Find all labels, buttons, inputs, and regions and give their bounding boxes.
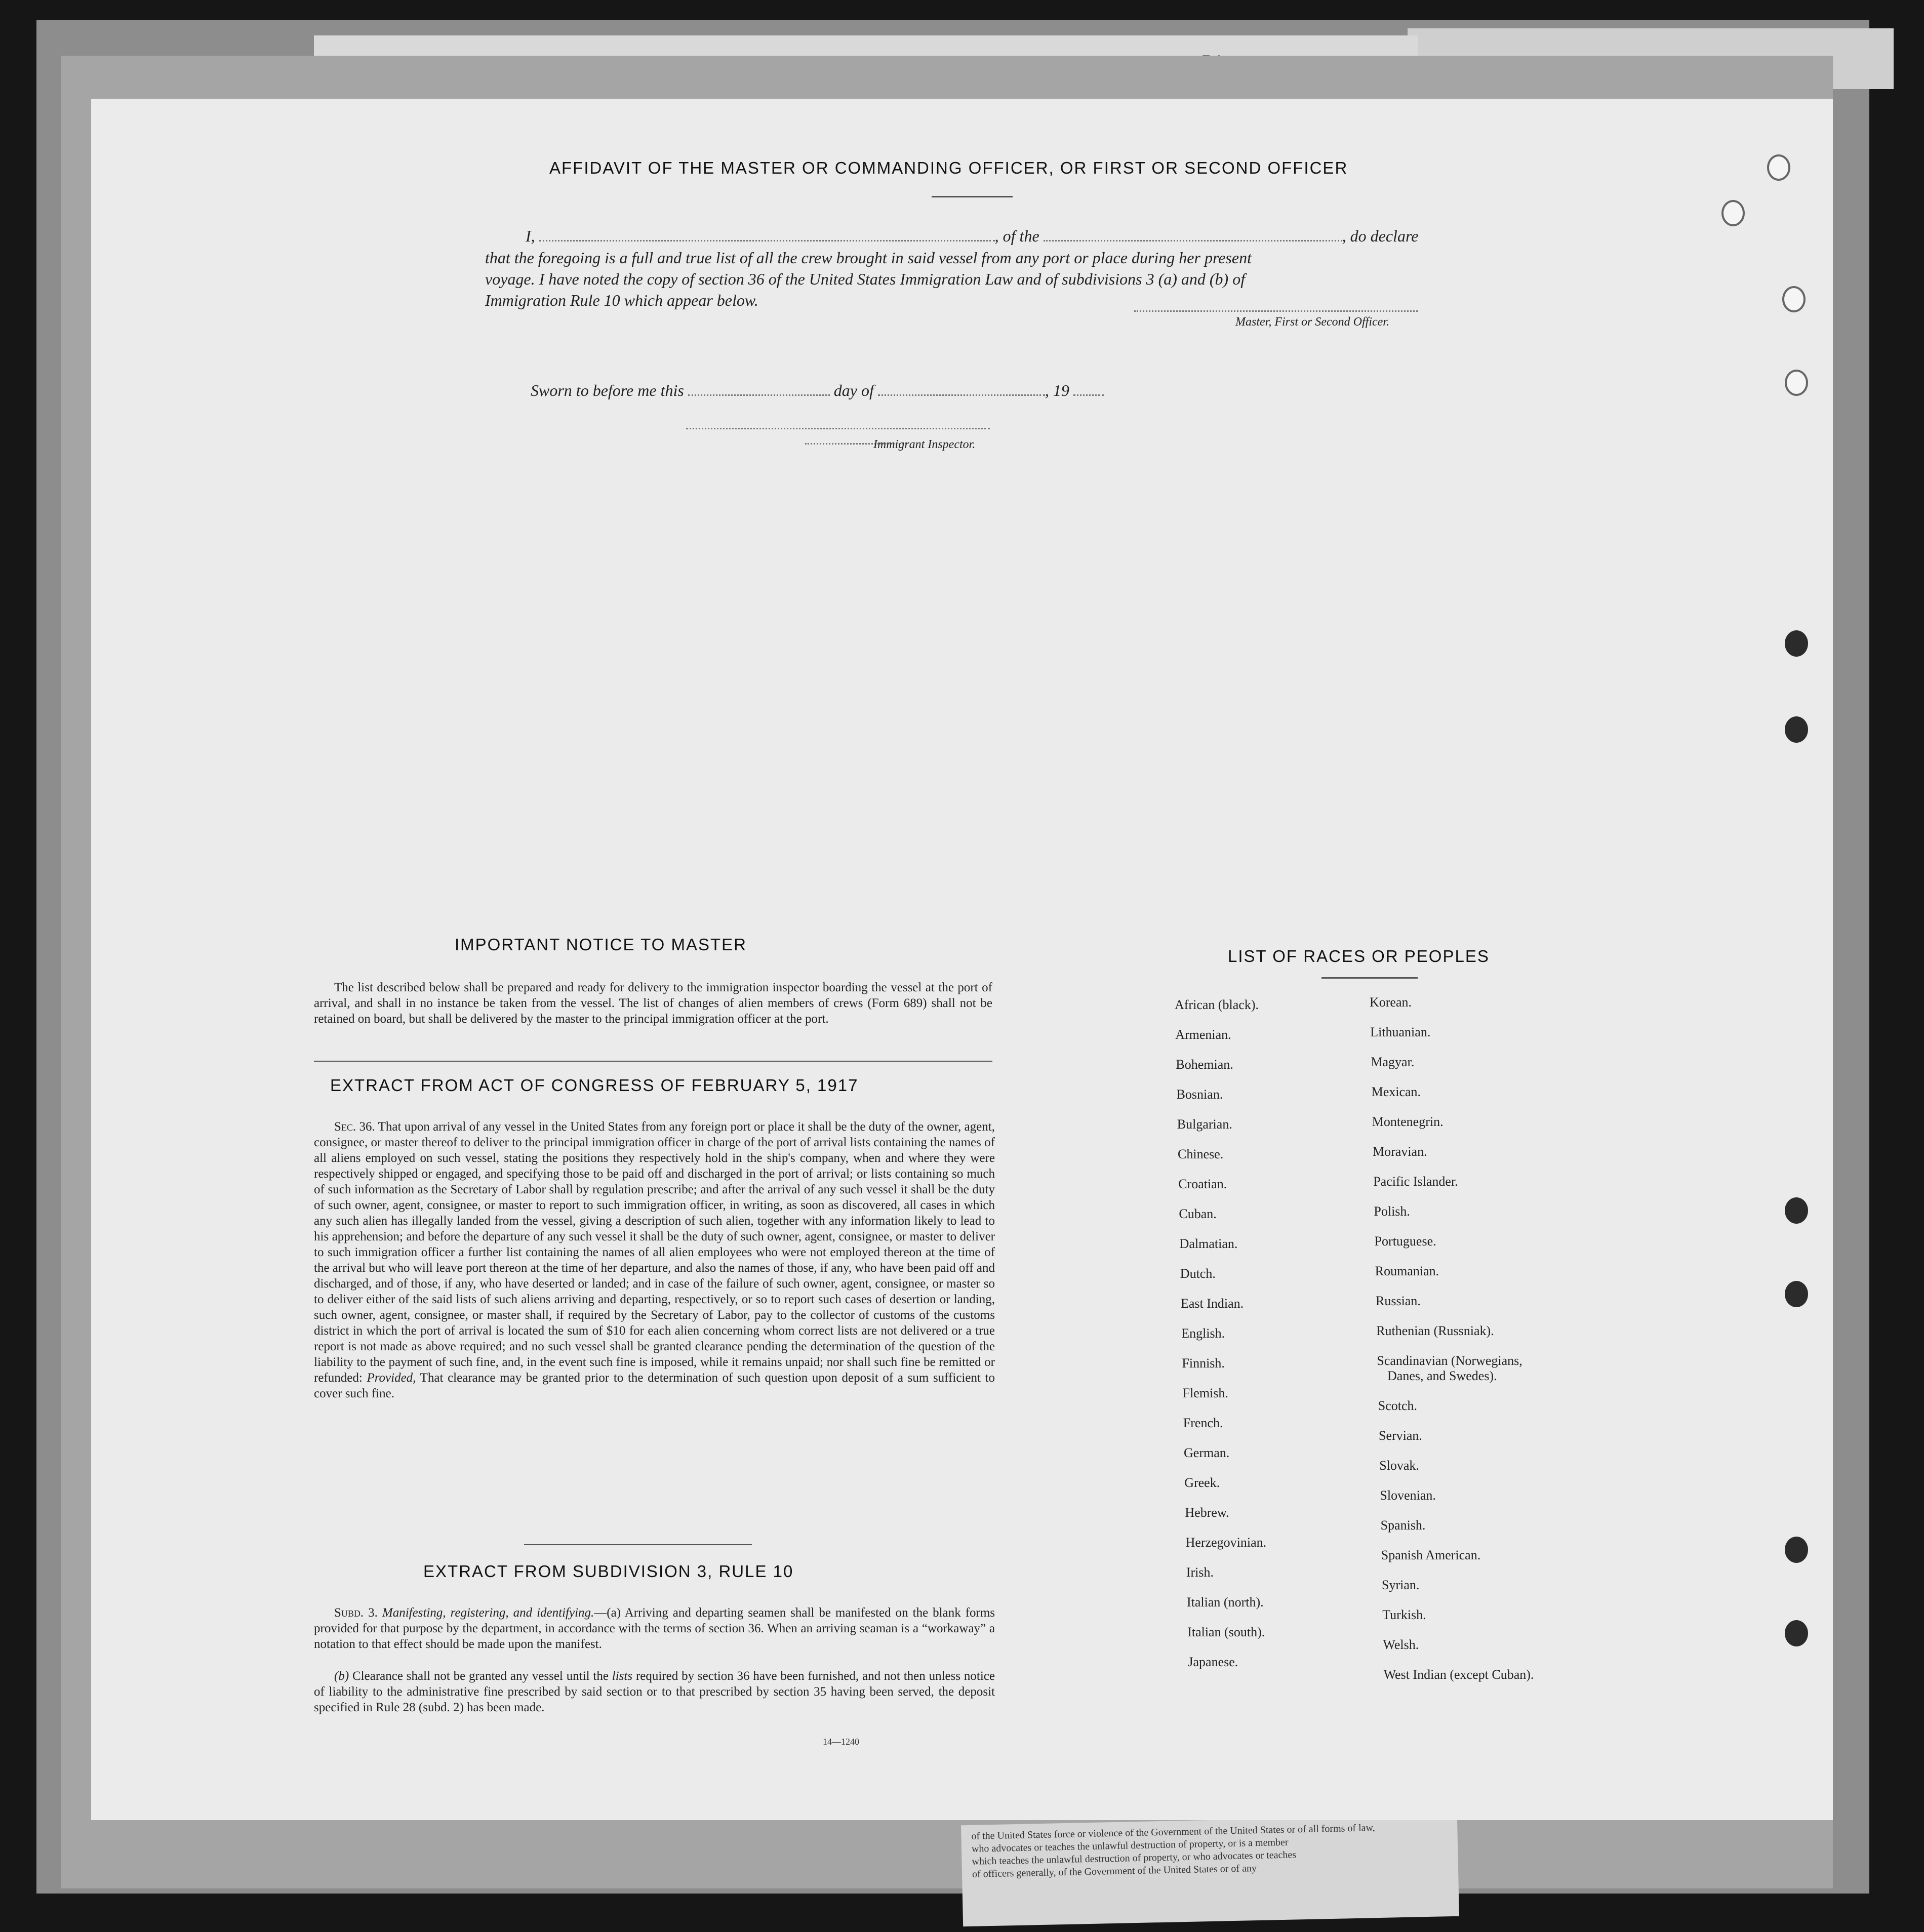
race-item: German. (1184, 1445, 1230, 1460)
master-signature-label: Master, First or Second Officer. (1235, 315, 1389, 329)
race-item: Cuban. (1179, 1206, 1217, 1221)
binder-hole (1785, 716, 1808, 743)
form-number: 14—1240 (823, 1737, 859, 1747)
race-item: Herzegovinian. (1185, 1535, 1267, 1550)
race-item: Slovenian. (1380, 1488, 1436, 1503)
race-item: Japanese. (1188, 1655, 1238, 1669)
race-item: Croatian. (1178, 1177, 1227, 1191)
bottom-scrap (961, 1815, 1459, 1926)
race-item: Moravian. (1373, 1144, 1427, 1159)
act-text: That upon arrival of any vessel in the United States from any foreign port or place it shall be the duty of the owner, agent, consignee, or master thereof to deliver to the principal immigration officer in charge of the port of arrival lists containing the names of all aliens employed on such vessel, stating the positions they respectively hold in the ship's company, when and where they were respectively shipped or engaged, and specifying those to be paid off and discharged in the port of arrival; or lists containing so much of such information as the Secretary of Labor shall by regulation prescribe; and after the arrival of any such vessel it shall be the duty of such owner, agent, consignee, or master to report to such immigration officer, in writing, as soon as discovered, all cases in which any such alien has illegally landed from the vessel, giving a description of such alien, together with any information likely to lead to his apprehension; and before the departure of any such vessel it shall be the duty of such owner, agent, consignee, or master to deliver to such immigration officer a further list containing the names of all alien employees who were not employed thereon at the time of the arrival but who will leave port thereon at the time of her departure, and also the names of those, if any, who have been paid off and discharged, and of those, if any, who have deserted or landed; and in case of the failure of such owner, agent, consignee, or master so to deliver either of the said lists of such aliens arriving and departing, respectively, or so to report such cases of desertion or landing, such owner, agent, consignee, or master shall, if required by the Secretary of Labor, pay to the collector of customs of the customs district in which the port of arrival is located the sum of $10 for each alien concerning whom correct lists are not delivered or a true report is not made as above required; and no such vessel shall be granted clearance pending the determination of the question of the liability to the payment of such fine, and, in the event such fine is imposed, while it remains unpaid; nor shall such fine be remitted or refunded: (314, 1120, 995, 1385)
race-item: East Indian. (1181, 1296, 1244, 1311)
sworn-text: Sworn to before me this (531, 381, 684, 399)
b-text-1: Clearance shall not be granted any vessel until the (352, 1669, 609, 1683)
race-item: Welsh. (1383, 1637, 1419, 1652)
race-item: Hebrew. (1185, 1505, 1229, 1520)
day-blank (688, 394, 830, 396)
race-item: Dutch. (1180, 1266, 1216, 1281)
sworn-line (531, 381, 1104, 400)
divider (314, 1061, 992, 1062)
master-signature-line (1134, 305, 1418, 314)
race-item: Russian. (1376, 1294, 1421, 1308)
binder-hole (1767, 154, 1790, 181)
affidavit-of: , of the (994, 227, 1039, 245)
race-item: English. (1181, 1326, 1225, 1341)
year-blank (1073, 394, 1104, 396)
race-item: Flemish. (1182, 1386, 1228, 1400)
inspector-signature-label: Immigrant Inspector. (873, 438, 976, 451)
rule-subd-b (314, 1668, 995, 1715)
race-item: Bulgarian. (1177, 1117, 1232, 1132)
rule-subd-a (314, 1605, 995, 1652)
subd-label: Subd. 3. (334, 1606, 378, 1620)
sec-label: Sec. 36. (334, 1120, 375, 1134)
race-item: Korean. (1370, 995, 1412, 1010)
divider (524, 1544, 752, 1545)
notice-text: The list described below shall be prepared and ready for delivery to the immigration inspector boarding the vessel at the port of arrival, and shall in no instance be taken from the vessel. The list of changes of alien members of crews (Form 689) shall not be retained on board, but shall be delivered by the master to the principal immigration officer at the port. (314, 981, 992, 1026)
document-page (91, 99, 1833, 1820)
scrap-line: who advocates or teaches the unlawful destruction of property, or is a member (971, 1836, 1289, 1855)
race-item: Irish. (1186, 1565, 1214, 1580)
inspector-line-top (686, 423, 990, 432)
race-item: Servian. (1379, 1428, 1422, 1443)
binder-hole (1785, 630, 1808, 657)
race-item: Ruthenian (Russniak). (1376, 1323, 1494, 1338)
affidavit-line3: voyage. I have noted the copy of section 36 of the United States Immigration Law and of subdivisions 3 (a) and (b) of (485, 270, 1246, 288)
proviso-label: Provided, (367, 1371, 416, 1385)
proviso-text: That clearance may be granted prior to the determination of such question upon deposit of a sum sufficient to cover such fine. (314, 1371, 995, 1400)
race-item: Dalmatian. (1179, 1236, 1238, 1251)
affidavit-line1 (526, 227, 1418, 246)
race-item: Italian (north). (1187, 1595, 1264, 1609)
scrap-line: of officers generally, of the Government of the United States or of any (972, 1863, 1257, 1880)
race-item: Montenegrin. (1372, 1114, 1444, 1129)
binder-hole (1785, 1620, 1808, 1646)
race-item: Roumanian. (1375, 1264, 1439, 1278)
race-item: Scotch. (1378, 1398, 1418, 1413)
race-item: Scandinavian (Norwegians, (1377, 1353, 1522, 1368)
race-item: Magyar. (1371, 1055, 1415, 1069)
notice-title: IMPORTANT NOTICE TO MASTER (455, 935, 747, 954)
race-item: Finnish. (1182, 1356, 1225, 1371)
binder-hole (1782, 286, 1806, 312)
races-title: LIST OF RACES OR PEOPLES (1228, 947, 1490, 965)
binder-hole (1785, 370, 1808, 396)
day-of-text: day of (833, 381, 874, 399)
race-item: Italian (south). (1187, 1625, 1265, 1639)
a-label: —(a) (594, 1606, 621, 1620)
divider (1321, 977, 1418, 979)
month-blank (878, 394, 1045, 396)
affidavit-line4: Immigration Rule 10 which appear below. (485, 291, 758, 309)
b-label: (b) (334, 1669, 349, 1683)
affidavit-declare: , do declare (1342, 227, 1419, 245)
race-item: Spanish American. (1381, 1548, 1481, 1562)
race-item: Spanish. (1380, 1518, 1426, 1533)
race-item: African (black). (1175, 997, 1259, 1012)
inspector-blank (686, 428, 990, 429)
race-item: Lithuanian. (1370, 1025, 1431, 1039)
affidavit-line2: that the foregoing is a full and true list of all the crew brought in said vessel from any port or place during her present (485, 249, 1252, 267)
race-item: Chinese. (1178, 1147, 1224, 1161)
binder-hole (1721, 200, 1745, 226)
scrap-line: which teaches the unlawful destruction of property, or who advocates or teaches (972, 1849, 1297, 1867)
signature-blank (1134, 310, 1418, 312)
binder-hole (1785, 1281, 1808, 1307)
race-item: Danes, and Swedes). (1387, 1368, 1497, 1383)
act-section-36 (314, 1119, 995, 1401)
affidavit-title: AFFIDAVIT OF THE MASTER OR COMMANDING OFFICER, OR FIRST OR SECOND OFFICER (549, 158, 1348, 177)
race-item: Syrian. (1382, 1578, 1420, 1592)
act-title: EXTRACT FROM ACT OF CONGRESS OF FEBRUARY 5, 1917 (330, 1076, 859, 1095)
scrap-line: of the United States force or violence of the Government of the United States or of all forms of law, (971, 1822, 1375, 1842)
race-item: West Indian (except Cuban). (1383, 1667, 1534, 1682)
binder-hole (1785, 1197, 1808, 1224)
race-item: French. (1183, 1416, 1223, 1430)
b-text-2: required by section 36 have been furnished, and not then unless notice of liability to the administrative fine prescribed by said section or to that prescribed by section 35 having been served, the deposit specified in Rule 28 (subd. 2) has been made. (314, 1669, 995, 1714)
race-item: Armenian. (1175, 1027, 1231, 1042)
race-item: Portuguese. (1374, 1234, 1436, 1249)
race-item: Polish. (1374, 1204, 1410, 1219)
race-item: Bohemian. (1176, 1057, 1233, 1072)
rule-title: EXTRACT FROM SUBDIVISION 3, RULE 10 (423, 1562, 794, 1581)
name-blank (539, 240, 995, 242)
race-item: Mexican. (1371, 1084, 1421, 1099)
divider (932, 196, 1013, 197)
subd-heading: Manifesting, registering, and identifying. (382, 1606, 594, 1620)
binder-hole (1785, 1537, 1808, 1563)
year-text: , 19 (1045, 381, 1069, 399)
race-item: Turkish. (1382, 1607, 1426, 1622)
race-item: Slovak. (1379, 1458, 1419, 1473)
vessel-blank (1044, 240, 1342, 242)
b-lists: lists (612, 1669, 633, 1683)
race-item: Pacific Islander. (1373, 1174, 1458, 1189)
a-text: Arriving and departing seamen shall be manifested on the blank forms provided for that purpose by the department, in accordance with the terms of section 36. When an arriving seaman is a “workaway” a notation to that effect should be made upon the manifest. (314, 1606, 995, 1651)
race-item: Bosnian. (1176, 1087, 1223, 1102)
race-item: Greek. (1184, 1475, 1220, 1490)
affidavit-i: I, (526, 227, 535, 245)
